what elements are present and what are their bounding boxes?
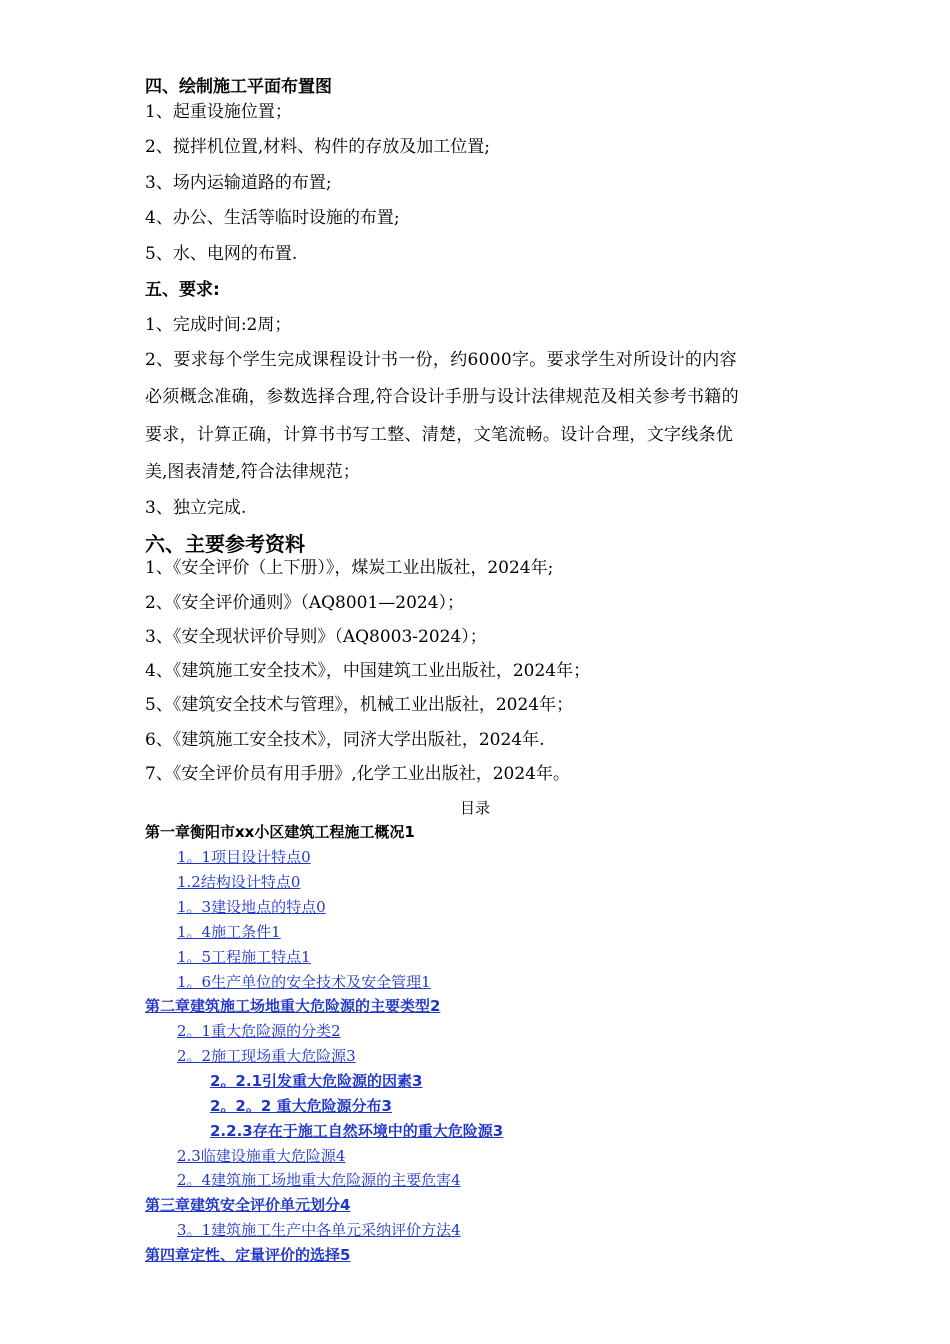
toc-entry[interactable]: 1。3建设地点的特点0 (177, 898, 326, 916)
toc-chapter-4[interactable]: 第四章定性、定量评价的选择5 (145, 1246, 351, 1264)
toc-entry[interactable]: 3。1建筑施工生产中各单元采纳评价方法4 (177, 1221, 461, 1239)
reference-item: 1、《安全评价（上下册）》，煤炭工业出版社，2024年; (145, 558, 554, 578)
toc-entry[interactable]: 2.3临建设施重大危险源4 (177, 1147, 346, 1165)
section-5-item: 3、独立完成. (145, 498, 247, 518)
toc-subentry[interactable]: 2.2.3存在于施工自然环境中的重大危险源3 (210, 1122, 504, 1140)
toc-title: 目录 (459, 799, 490, 817)
toc-entry[interactable]: 1。1项目设计特点0 (177, 848, 311, 866)
section-4-item: 4、办公、生活等临时设施的布置; (145, 208, 400, 228)
section-5-item: 美,图表清楚,符合法律规范； (145, 462, 360, 482)
toc-chapter-2[interactable]: 第二章建筑施工场地重大危险源的主要类型2 (145, 997, 441, 1015)
toc-entry[interactable]: 1.2结构设计特点0 (177, 873, 301, 891)
reference-item: 2、《安全评价通则》（AQ8001—2024）； (145, 593, 465, 613)
section-6-heading: 六、主要参考资料 (145, 532, 305, 556)
section-5-item: 1、完成时间:2周； (145, 315, 292, 335)
reference-item: 7、《安全评价员有用手册》,化学工业出版社，2024年。 (145, 764, 570, 784)
section-4-heading: 四、绘制施工平面布置图 (145, 77, 332, 97)
section-5-heading: 五、要求: (145, 280, 220, 300)
section-4-item: 2、搅拌机位置,材料、构件的存放及加工位置; (145, 137, 490, 157)
section-4-item: 1、起重设施位置； (145, 102, 292, 122)
toc-entry[interactable]: 1。5工程施工特点1 (177, 948, 311, 966)
section-4-item: 5、水、电网的布置. (145, 244, 298, 264)
reference-item: 5、《建筑安全技术与管理》，机械工业出版社，2024年； (145, 695, 574, 715)
reference-item: 6、《建筑施工安全技术》，同济大学出版社，2024年. (145, 730, 545, 750)
toc-chapter-1[interactable]: 第一章衡阳市xx小区建筑工程施工概况1 (145, 823, 415, 841)
toc-entry[interactable]: 2。2施工现场重大危险源3 (177, 1047, 356, 1065)
toc-entry[interactable]: 1。6生产单位的安全技术及安全管理1 (177, 973, 431, 991)
reference-item: 3、《安全现状评价导则》（AQ8003-2024）； (145, 627, 487, 647)
toc-entry[interactable]: 2。4建筑施工场地重大危险源的主要危害4 (177, 1171, 461, 1189)
toc-entry[interactable]: 1。4施工条件1 (177, 923, 281, 941)
section-5-item: 2、要求每个学生完成课程设计书一份，约6000字。要求学生对所设计的内容 (145, 350, 737, 370)
section-4-item: 3、场内运输道路的布置; (145, 173, 332, 193)
toc-subentry[interactable]: 2。2。2 重大危险源分布3 (210, 1097, 392, 1115)
toc-subentry[interactable]: 2。2.1引发重大危险源的因素3 (210, 1072, 423, 1090)
section-5-item: 必须概念准确，参数选择合理,符合设计手册与设计法律规范及相关参考书籍的 (145, 387, 739, 407)
section-5-item: 要求，计算正确，计算书书写工整、清楚，文笔流畅。设计合理，文字线条优 (145, 425, 734, 445)
reference-item: 4、《建筑施工安全技术》，中国建筑工业出版社，2024年； (145, 661, 591, 681)
toc-chapter-3[interactable]: 第三章建筑安全评价单元划分4 (145, 1196, 351, 1214)
toc-entry[interactable]: 2。1重大危险源的分类2 (177, 1022, 341, 1040)
